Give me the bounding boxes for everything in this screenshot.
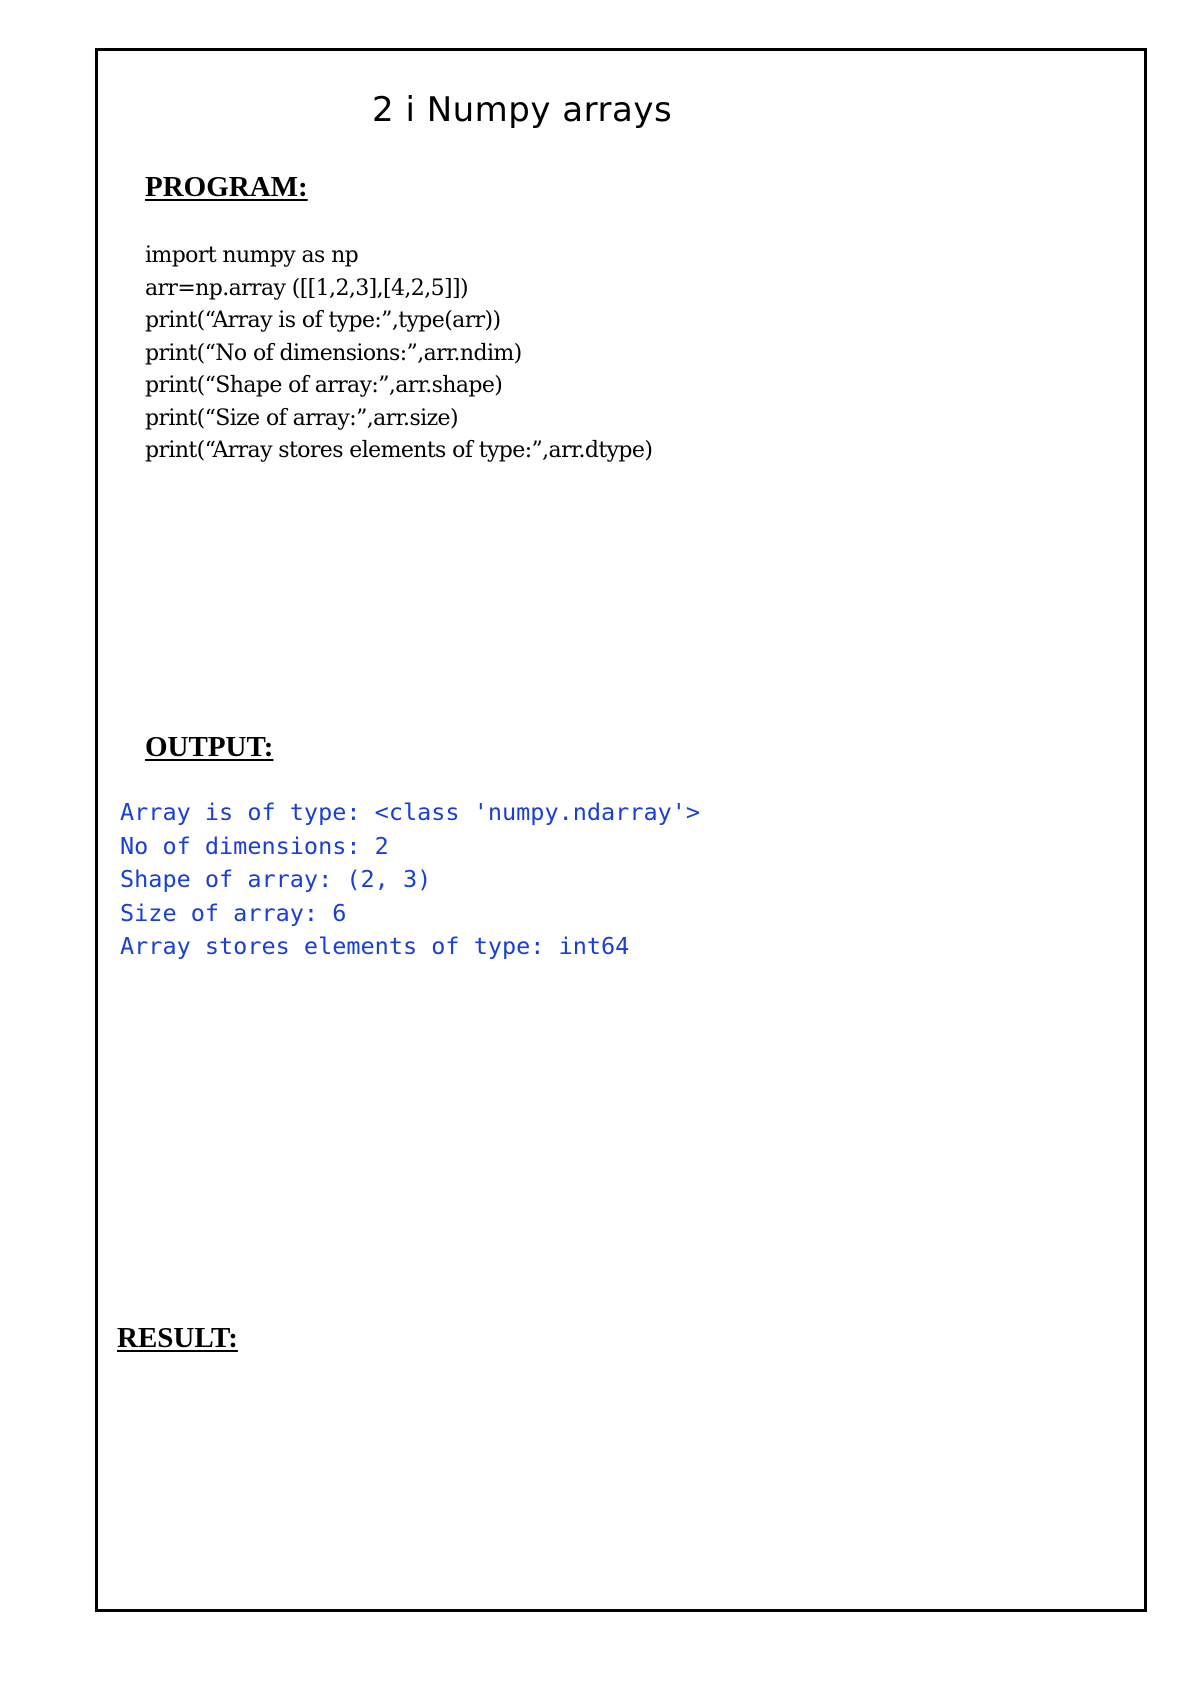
code-line: print(“No of dimensions:”,arr.ndim)	[145, 340, 522, 366]
code-line: print(“Shape of array:”,arr.shape)	[145, 373, 503, 398]
program-heading: PROGRAM:	[145, 171, 308, 203]
output-line: No of dimensions: 2	[120, 831, 389, 860]
output-line: Array is of type: <class 'numpy.ndarray'>	[120, 798, 701, 826]
output-line: Size of array: 6	[120, 898, 347, 927]
output-line: Shape of array: (2, 3)	[120, 865, 432, 893]
code-line: print(“Array stores elements of type:”,arr.dtype)	[145, 438, 653, 463]
program-code-block	[145, 240, 652, 468]
code-line: import numpy as np	[145, 243, 359, 268]
result-heading: RESULT:	[117, 1322, 238, 1354]
code-line: print(“Array is of type:”,type(arr))	[145, 308, 501, 333]
code-line: print(“Size of array:”,arr.size)	[145, 405, 458, 431]
page-title: 2 i Numpy arrays	[372, 90, 673, 130]
code-line: arr=np.array ([[1,2,3],[4,2,5]])	[145, 275, 468, 301]
output-line: Array stores elements of type: int64	[120, 932, 630, 960]
program-output-block	[120, 796, 700, 964]
output-heading: OUTPUT:	[145, 731, 274, 763]
